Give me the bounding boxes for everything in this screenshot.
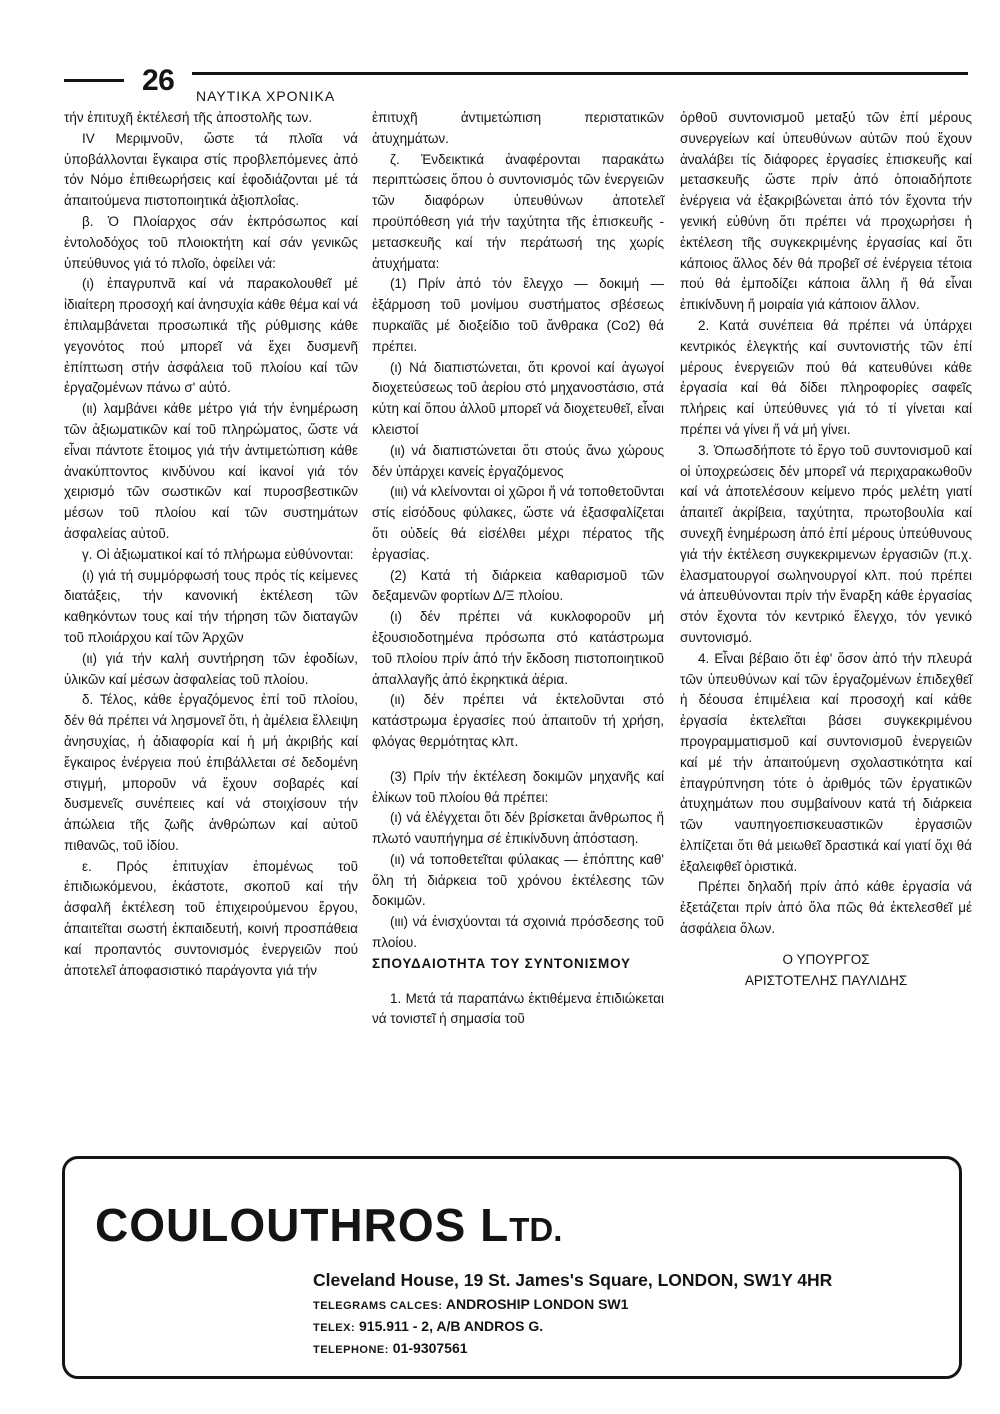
paragraph: 4. Εἶναι βέβαιο ὅτι ἐφ' ὅσον ἀπό τήν πλευρά τῶν ὑπευθύνων καί τῶν ἐργαζομένων ἐπιδεχθεῖ ἡ δέουσα ἐπιμέλεια καί προσοχή καί κάθε ἐργασία ἐκτελεῖται βάσει συγκεκριμένου προγραμματισμοῦ καί συντονισμοῦ ἐνεργειῶν καί μέ τήν ἀπαιτούμενη σχολαστικότητα καί ἐπαγρύπνηση τότε ὁ ἀριθμός τῶν ἐργατικῶν ἀτυχημάτων που συμβαίνουν κατά τή διάρκεια τῶν ναυπηγοεπισκευαστικῶν ἐργασιῶν ἐλπίζεται ὅτι θά μειωθεῖ δραστικά καί γιατί ὄχι θά ἐξαλειφθεῖ ὁριστικά. — [680, 650, 972, 874]
paragraph: ὀρθοῦ συντονισμοῦ μεταξύ τῶν ἐπί μέρους συνεργείων καί ὑπευθύνων αὐτῶν πού ἔχουν ἀναλάβει τίς διάφορες ἐργασίες ἐπισκευῆς καί μετασκευῆς ὥστε πρίν ἀπό ὁποιαδήποτε ἐνέργεια νά ἐξακριβώνεται ἀπό τόν ἔχοντα τήν γενική εὐθύνη ὅτι πρέπει νά προχωρήσει ἡ ἐκτέλεση τῆς συγκεκριμένης ἐργασίας καί ὅτι κάποιος ἄλλος δέν θά προβεῖ σέ ἐνέργεια τέτοια πού θά ἐμποδίζει κάποια ἄλλη ἤ θά εἶναι ἐπικίνδυνη ἤ μοιραία γιά κάποιον ἄλλον. — [680, 110, 972, 313]
ad-telex — [313, 1317, 543, 1337]
spacer — [372, 753, 664, 767]
ad-company-suffix: TD. — [509, 1211, 563, 1248]
paragraph: (ι) Νά διαπιστώνεται, ὅτι κρονοί καί ἀγωγοί διοχετεύσεως τοῦ ἀερίου στό μηχανοστάσιο, στά κύτη καί ὅπου ἀλλοῦ μπορεῖ νά διοχετευθεῖ, εἶναι κλειστοί — [372, 359, 664, 437]
ad-telegrams — [313, 1295, 628, 1315]
paragraph: (ι) νά ἐλέγχεται ὅτι δέν βρίσκεται ἄνθρωπος ἤ πλωτό ναυπήγημα σέ ἐπικίνδυνη ἀπόσταση. — [372, 810, 664, 847]
ad-telegrams-label: TELEGRAMS CALCES: — [313, 1300, 443, 1312]
advertisement-box — [62, 1156, 962, 1379]
running-title: ΝΑΥΤΙΚΑ ΧΡΟΝΙΚΑ — [196, 88, 336, 104]
article-column-2 — [372, 108, 664, 1030]
article-column-1 — [64, 108, 358, 981]
header-rule-right — [192, 72, 968, 75]
paragraph: (ιι) νά διαπιστώνεται ὅτι στούς ἄνω χώρους δέν ὑπάρχει κανείς ἐργαζόμενος — [372, 442, 664, 479]
ad-telex-label: TELEX: — [313, 1322, 356, 1334]
paragraph: (3) Πρίν τήν ἐκτέλεση δοκιμῶν μηχανῆς καί ἐλίκων τοῦ πλοίου θά πρέπει: — [372, 768, 664, 805]
paragraph: IV Μεριμνοῦν, ὥστε τά πλοῖα νά ὑποβάλλονται ἔγκαιρα στίς προβλεπόμενες ἀπό τόν Νόμο ἐπιθεωρήσεις καί ἐφοδιάζονται μέ τά ἀπαιτούμενα πιστοποιητικά ἀξιοπλοΐας. — [64, 130, 358, 209]
paragraph: 1. Μετά τά παραπάνω ἐκτιθέμενα ἐπιδιώκεται νά τονιστεῖ ἡ σημασία τοῦ — [372, 990, 664, 1027]
article-column-3 — [680, 108, 972, 991]
paragraph: (ιι) νά τοποθετεῖται φύλακας — ἐπόπτης καθ' ὅλη τή διάρκεια τοῦ χρόνου ἐκτέλεσης τῶν δοκιμῶν. — [372, 851, 664, 909]
paragraph: γ. Οἱ ἀξιωματικοί καί τό πλήρωμα εὐθύνονται: — [82, 546, 354, 562]
paragraph: δ. Τέλος, κάθε ἐργαζόμενος ἐπί τοῦ πλοίου, δέν θά πρέπει νά λησμονεῖ ὅτι, ἡ ἀμέλεια ἔλλειψη ἀνησυχίας, ἡ ἀδιαφορία καί ἡ μή ἀκριβής καί ἔγκαιρος ἐνέργεια πού ἐπιβάλλεται σέ δεδομένη στιγμή, μποροῦν νά ἔχουν σοβαρές καί δυσμενεῖς συνέπειες καί νά στοιχίσουν τήν ἀπώλεια τῆς ζωῆς ἀνθρώπων καί αὐτοῦ πιθανῶς, τοῦ ἰδίου. — [64, 692, 358, 853]
ad-telex-value: 915.911 - 2, A/B ANDROS G. — [355, 1318, 544, 1334]
paragraph: (ι) ἐπαγρυπνᾶ καί νά παρακολουθεῖ μέ ἰδιαίτερη προσοχή καί ἀνησυχία κάθε θέμα καί νά ἐπιλαμβάνεται προσωπικά τῆς ρύθμισης κάθε γεγονότος πού μπορεῖ νά ἔχει δυσμενῆ ἐπίπτωση στήν ἀσφάλεια τοῦ πλοίου καί τῶν ἐργαζομένων πάνω σ' αὐτό. — [64, 276, 358, 396]
paragraph: ζ. Ἐνδεικτικά ἀναφέρονται παρακάτω περιπτώσεις ὅπου ὁ συντονισμός τῶν ἐνεργειῶν τῶν διαφόρων ὑπευθύνων ἀποτελεῖ προϋπόθεση γιά τήν ταχύτητα τῆς ἐπισκευῆς - μετασκευῆς καί τήν περάτωσή της χωρίς ἀτυχήματα: — [372, 151, 664, 271]
signature-block — [680, 950, 972, 992]
ad-company-main: COULOUTHROS L — [95, 1199, 510, 1251]
page-number: 26 — [142, 64, 175, 97]
section-heading: ΣΠΟΥΔΑΙΟΤΗΤΑ ΤΟΥ ΣΥΝΤΟΝΙΣΜΟΥ — [372, 955, 631, 971]
paragraph: 2. Κατά συνέπεια θά πρέπει νά ὑπάρχει κεντρικός ἐλεγκτής καί συντονιστής τῶν ἐπί μέρους ἐνεργειῶν πού θά κατευθύνει κάθε ἐργασία καί θά δίδει πληροφορίες σαφεῖς πλήρεις καί ὑπεύθυνες γιά τό τί γίνεται καί πρέπει νά γίνει ἤ νά μή γίνει. — [680, 317, 972, 437]
signature-title: Ο ΥΠΟΥΡΓΟΣ — [782, 951, 870, 967]
ad-telephone-label: TELEPHONE: — [313, 1344, 389, 1356]
paragraph: (ι) δέν πρέπει νά κυκλοφοροῦν μή ἐξουσιοδοτημένα πρόσωπα στό κατάστρωμα τοῦ πλοίου πρίν ἀπό τήν ἔκδοση πιστοποιητικοῦ ἀπαλλαγῆς ἀπό ἐκρηκτικά ἀέρια. — [372, 609, 664, 687]
spacer — [372, 975, 664, 989]
paragraph: (2) Κατά τή διάρκεια καθαρισμοῦ τῶν δεξαμενῶν φορτίων Δ/Ξ πλοίου. — [372, 567, 664, 604]
header-rule-left — [64, 79, 124, 82]
paragraph: τήν ἐπιτυχῆ ἐκτέλεσή τῆς ἀποστολῆς των. — [64, 110, 313, 125]
paragraph: 3. Ὁπωσδήποτε τό ἔργο τοῦ συντονισμοῦ καί οἱ ὑποχρεώσεις δέν μπορεῖ νά περιχαρακωθοῦν καί νά ἀποτελέσουν κείμενο πρός μελέτη γιατί ἀπαιτεῖ ἀκρίβεια, ταχύτητα, πρωτοβουλία καί συνεχῆ ἐνημέρωση ἀπό ἐπί μέρους ὑπεύθυνους γιά τήν ἐκτέλεση συγκεκριμενων ἐργασιῶν (π.χ. ἐλασματουργοί σωληνουργοί κλπ. πού πρέπει νά ἀπευθύνονται πρίν τήν ἔναρξη κάθε ἐργασίας στόν ἔχοντα τόν κεντρικό ἔλεγχο, τόν γενικό συντονισμό. — [680, 442, 972, 645]
paragraph: (ι) γιά τή συμμόρφωσή τους πρός τίς κείμενες διατάξεις, τήν κανονική ἐκτέλεση τῶν καθηκόντων τους καί τήν τήρηση τῶν διαταγῶν τοῦ πλοιάρχου καί τῶν Ἀρχῶν — [64, 567, 358, 645]
paragraph: (1) Πρίν ἀπό τόν ἔλεγχο — δοκιμή — ἐξάρμοση τοῦ μονίμου συστήματος σβέσεως πυρκαϊᾶς μέ διοξείδιο τοῦ ἄνθρακα (Co2) θά πρέπει. — [372, 276, 664, 354]
paragraph: Πρέπει δηλαδή πρίν ἀπό κάθε ἐργασία νά ἐξετάζεται πρίν ἀπό ὅλα πῶς θά ἐκτελεσθεῖ μέ ἀσφάλεια ὅλων. — [680, 879, 972, 937]
paragraph: (ιιι) νά κλείνονται οἱ χῶροι ἤ νά τοποθετοῦνται στίς εἰσόδους φύλακες, ὥστε νά ἐξασφαλίζεται ὅτι οὐδείς θά εἰσέλθει μέχρι πέρατος τῆς ἐργασίας. — [372, 484, 664, 562]
paragraph: ε. Πρός ἐπιτυχίαν ἑπομένως τοῦ ἐπιδιωκόμενου, ἑκάστοτε, σκοποῦ καί τήν ἀσφαλῆ ἐκτέλεση τοῦ ἐπιχειρούμενου ἔργου, ἀπαιτεῖται σωστή ἐκπαιδευτή, κοινή προσπάθεια καί προπαντός συντονισμός ἐνεργειῶν πού ἀποτελεῖ ἀποφασιστικό παράγοντα γιά τήν — [64, 858, 358, 978]
paragraph: (ιι) λαμβάνει κάθε μέτρο γιά τήν ἐνημέρωση τῶν ἀξιωματικῶν καί τοῦ πληρώματος, ὥστε νά εἶναι πάντοτε ἕτοιμος γιά τήν ἀντιμετώπιση κάθε ἀνακύπτοντος κινδύνου καί ἱκανοί γιά τόν χειρισμό τῶν σωστικῶν καί πυροσβεστικῶν μέσων τοῦ πλοίου καί τῶν συστημάτων ἀσφαλείας αὐτοῦ. — [64, 401, 358, 541]
ad-address: Cleveland House, 19 St. James's Square, LONDON, SW1Y 4HR — [313, 1270, 833, 1290]
paragraph: (ιι) δέν πρέπει νά ἐκτελοῦνται στό κατάστρωμα ἐργασίες πού ἀπαιτοῦν τή χρήση, φλόγας θερμότητας κλπ. — [372, 692, 664, 749]
paragraph: (ιιι) νά ἐνισχύονται τά σχοινιά πρόσδεσης τοῦ πλοίου. — [372, 914, 664, 951]
ad-company-name — [95, 1201, 562, 1254]
paragraph: (ιι) γιά τήν καλή συντήρηση τῶν ἐφοδίων, ὑλικῶν καί μέσων ἀσφαλείας τοῦ πλοίου. — [64, 650, 358, 687]
ad-telephone — [313, 1339, 468, 1359]
signature-name: ΑΡΙΣΤΟΤΕΛΗΣ ΠΑΥΛΙΔΗΣ — [744, 972, 908, 988]
paragraph: ἐπιτυχῆ ἀντιμετώπιση περιστατικῶν ἀτυχημάτων. — [372, 110, 664, 146]
ad-telegrams-value: ANDROSHIP LONDON SW1 — [442, 1296, 629, 1312]
ad-telephone-value: 01-9307561 — [388, 1340, 468, 1356]
paragraph: β. Ὁ Πλοίαρχος σάν ἐκπρόσωπος καί ἐντολοδόχος τοῦ πλοιοκτήτη καί σάν γενικῶς ὑπεύθυνος γιά τό πλοῖο, ὀφείλει νά: — [64, 213, 358, 271]
